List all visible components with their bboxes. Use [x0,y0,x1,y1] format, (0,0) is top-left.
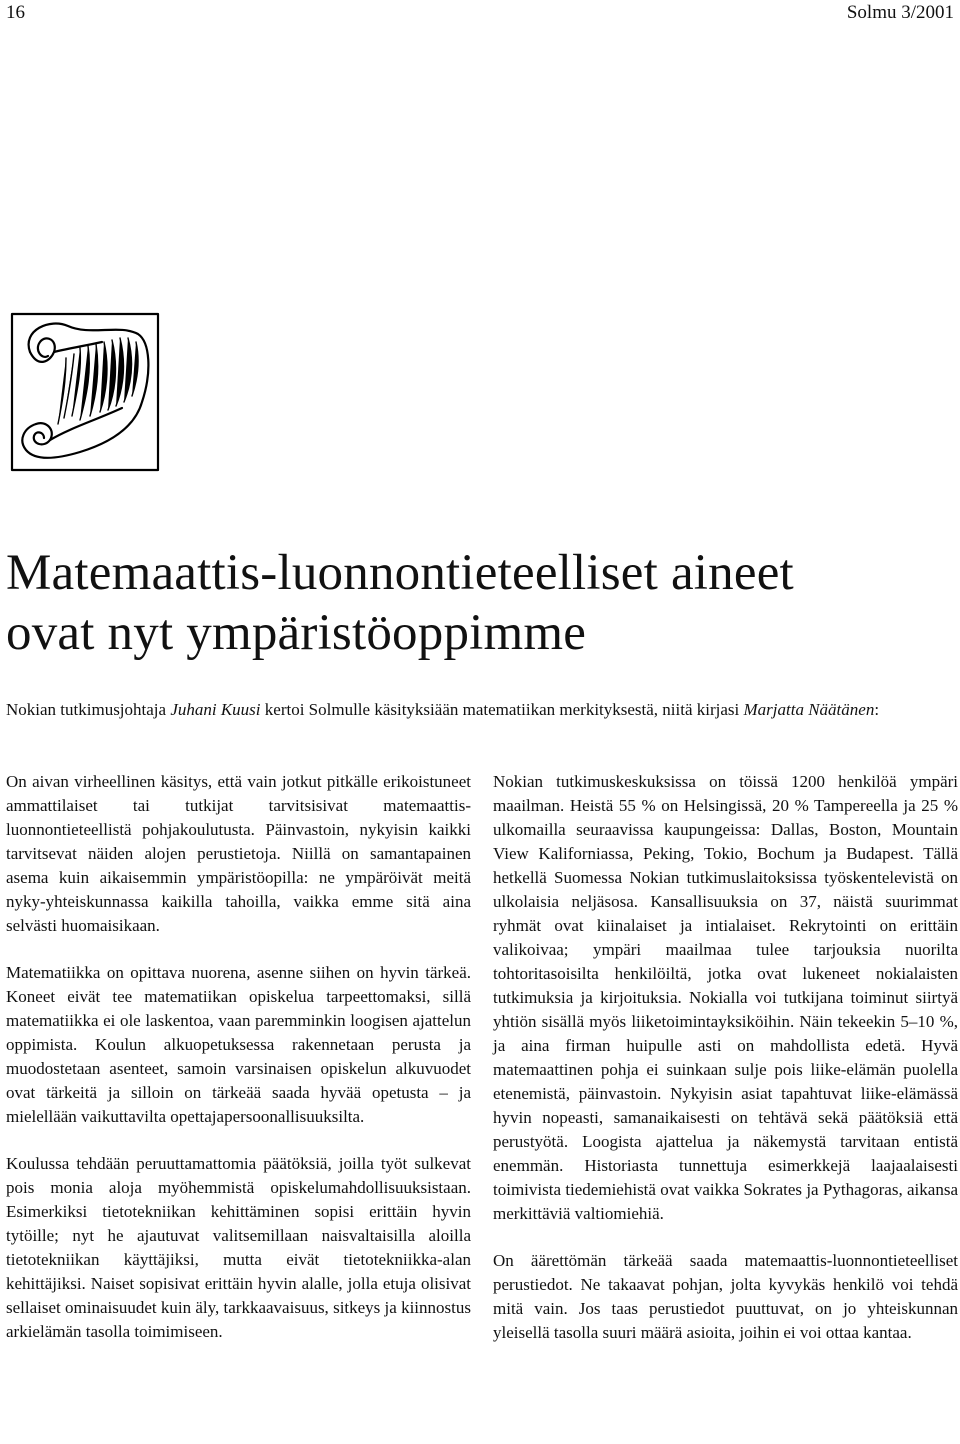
intro-part-1: Nokian tutkimusjohtaja [6,700,171,719]
page-number: 16 [6,2,25,23]
body-paragraph: Koulussa tehdään peruuttamattomia päätöksiä, joilla työt sulkevat pois monia aloja myöhemmistä opiskelumahdollisuuksistaan. Esimerkiksi tietotekniikan kehittäminen sopisi erittäin hyvin tytöille; nyt he ajautuvat valitsemillaan naisvaltaisilla aloilla tietotekniikan käyttäjiksi, mutta eivät tietotekniikka-alan kehittäjiksi. Naiset sopisivat erittäin hyvin alalle, jolla etuja olisivat sellaiset ominaisuudet kuin äly, tarkkaavaisuus, sitkeys ja kiinnostus arkielämän tasolla toimimiseen. [6,1154,471,1341]
intro-part-3: : [874,700,880,719]
body-paragraph: Nokian tutkimuskeskuksissa on töissä 1200 henkilöä ympäri maailman. Heistä 55 % on Helsingissä, 20 % Tampereella ja 25 % ulkomailla seuraavissa kaupungeissa: Dallas, Boston, Mountain View Kaliforniassa, Peking, Tokio, Bochum ja Budapest. Tällä hetkellä Suomessa Nokian tutkimuslaitoksissa työskentelevistä on ulkolaisia neljäsosa. Kansallisuuksia on 37, näistä suurimmat ryhmät ovat kiinalaiset ja intialaiset. Rekrytointi on erittäin valikoivaa; ympäri maailmaa tulee tarjouksia nuorilta tohtoritasoisilta henkilöiltä, jotka ovat lukeneet nokialaisten tutkimuksia ja kirjoituksia. Nokialla voi tutkijana toiminut siirtyä yhtiön sisällä myös liiketoimintayksiköihin. Näin tekeekin 5–10 %, ja aina firman huipulle asti on mahdollista edetä. Hyvä matemaattinen pohja ei suinkaan sulje pois liike-elämän puolella etenemistä, päinvastoin. Nykyisin asiat tapahtuvat liike-elämässä hyvin nopeasti, samanaikaisesti on tehtävä sekä päätöksiä että perustyötä. Loogista ajattelua ja näkemystä tarvitaan entistä enemmän. Historiasta tunnettuja esimerkkejä laajaalaisesti toimivista tiedemiehistä ovat vaikka Sokrates ja Pythagoras, aikansa merkittäviä valtiomiehiä. [493,772,958,1223]
title-line-2: ovat nyt ympäristöoppimme [6,605,587,661]
body-paragraph: On äärettömän tärkeää saada matemaattis-luonnontieteelliset perustiedot. Ne takaavat pohjan, jolta kyvykäs henkilö voi tehdä mitä vain. Jos taas perustiedot puuttuvat, on jo yhteiskunnan yleisellä tasolla suuri määrä asioita, joihin ei voi ottaa kantaa. [493,1251,958,1342]
intro-person-2: Marjatta Näätänen [743,700,875,719]
issue-label: Solmu 3/2001 [846,2,954,23]
intro-part-2: kertoi Solmulle käsityksiään matematiikan merkityksestä, niitä kirjasi [260,700,744,719]
title-line-1: Matemaattis-luonnontieteelliset aineet [6,545,794,601]
scroll-illustration-icon [10,312,160,472]
article-title [6,543,956,663]
body-paragraph: Matematiikka on opittava nuorena, asenne siihen on hyvin tärkeä. Koneet eivät tee matematiikan opiskelua tarpeettomaksi, sillä matematiikka ei ole laskentoa, vaan paremminkin loogisen ajattelun oppimista. Koulun alkuopetuksessa rakennetaan perusta ja muodostetaan asenteet, samoin varsinaisen opiskelun alkuvuodet ovat tärkeitä ja silloin on tärkeää saada hyvää opetusta – ja mielellään vaikuttavilta opettajapersoonallisuuksilta. [6,963,471,1126]
body-paragraph: On aivan virheellinen käsitys, että vain jotkut pitkälle erikoistuneet ammattilaiset tai tutkijat tarvitsisivat matemaattis-luonnontieteellistä pohjakoulutusta. Päinvastoin, nykyisin kaikki tarvitsevat näiden alojen perustietoja. Niillä on samantapainen asema kuin aikaisemmin ympäristöopilla: ne ympäröivät meitä nyky-yhteiskunnassa kaikilla tahoilla, vaikka emme sitä aina selvästi huomaisikaan. [6,772,471,935]
article-intro [6,698,956,722]
intro-person-1: Juhani Kuusi [170,700,261,719]
right-column [493,770,958,1368]
left-column [6,770,471,1367]
